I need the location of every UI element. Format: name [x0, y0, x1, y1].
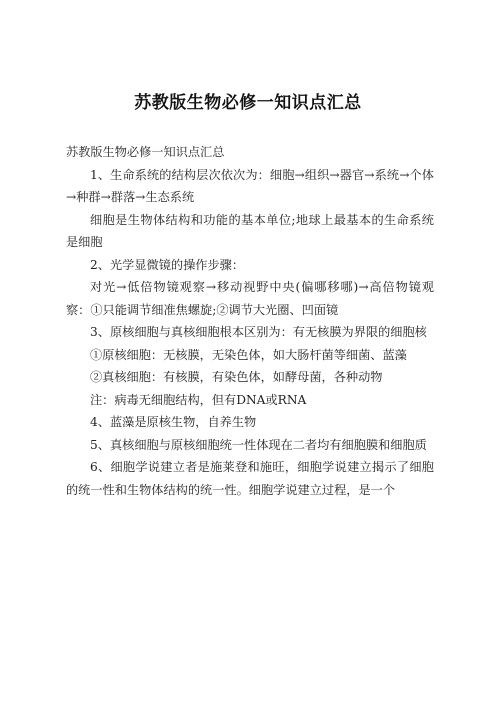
document-body — [66, 141, 434, 501]
paragraph-5: 3、原核细胞与真核细胞根本区别为：有无核膜为界限的细胞核 — [90, 325, 427, 339]
paragraph-10: 5、真核细胞与原核细胞统一性体现在二者均有细胞膜和细胞质 — [90, 437, 427, 452]
paragraph-8: 注：病毒无细胞结构，但有DNA或RNA — [90, 392, 307, 407]
paragraph-11: 6、细胞学说建立者是施莱登和施旺，细胞学说建立揭示了细胞的统一性和生物体结构的统一性。细胞学说建立过程，是一个 — [66, 460, 434, 497]
paragraph-9: 4、蓝藻是原核生物，自养生物 — [90, 415, 257, 429]
paragraph-2: 细胞是生物体结构和功能的基本单位;地球上最基本的生命系统是细胞 — [66, 212, 434, 249]
paragraph-1: 1、生命系统的结构层次依次为：细胞→组织→器官→系统→个体→种群→群落→生态系统 — [66, 167, 434, 204]
paragraph-7: ②真核细胞：有核膜，有染色体，如酵母菌，各种动物 — [90, 370, 383, 384]
paragraph-4: 对光→低倍物镜观察→移动视野中央(偏哪移哪)→高倍物镜观察：①只能调节细准焦螺旋;②调节大光圈、凹面镜 — [66, 280, 434, 317]
document-title: 苏教版生物必修一知识点汇总 — [134, 93, 362, 113]
paragraph-heading: 苏教版生物必修一知识点汇总 — [66, 145, 225, 159]
paragraph-3: 2、光学显微镜的操作步骤： — [90, 257, 245, 272]
paragraph-6: ①原核细胞：无核膜，无染色体，如大肠杆菌等细菌、蓝藻 — [90, 347, 407, 362]
